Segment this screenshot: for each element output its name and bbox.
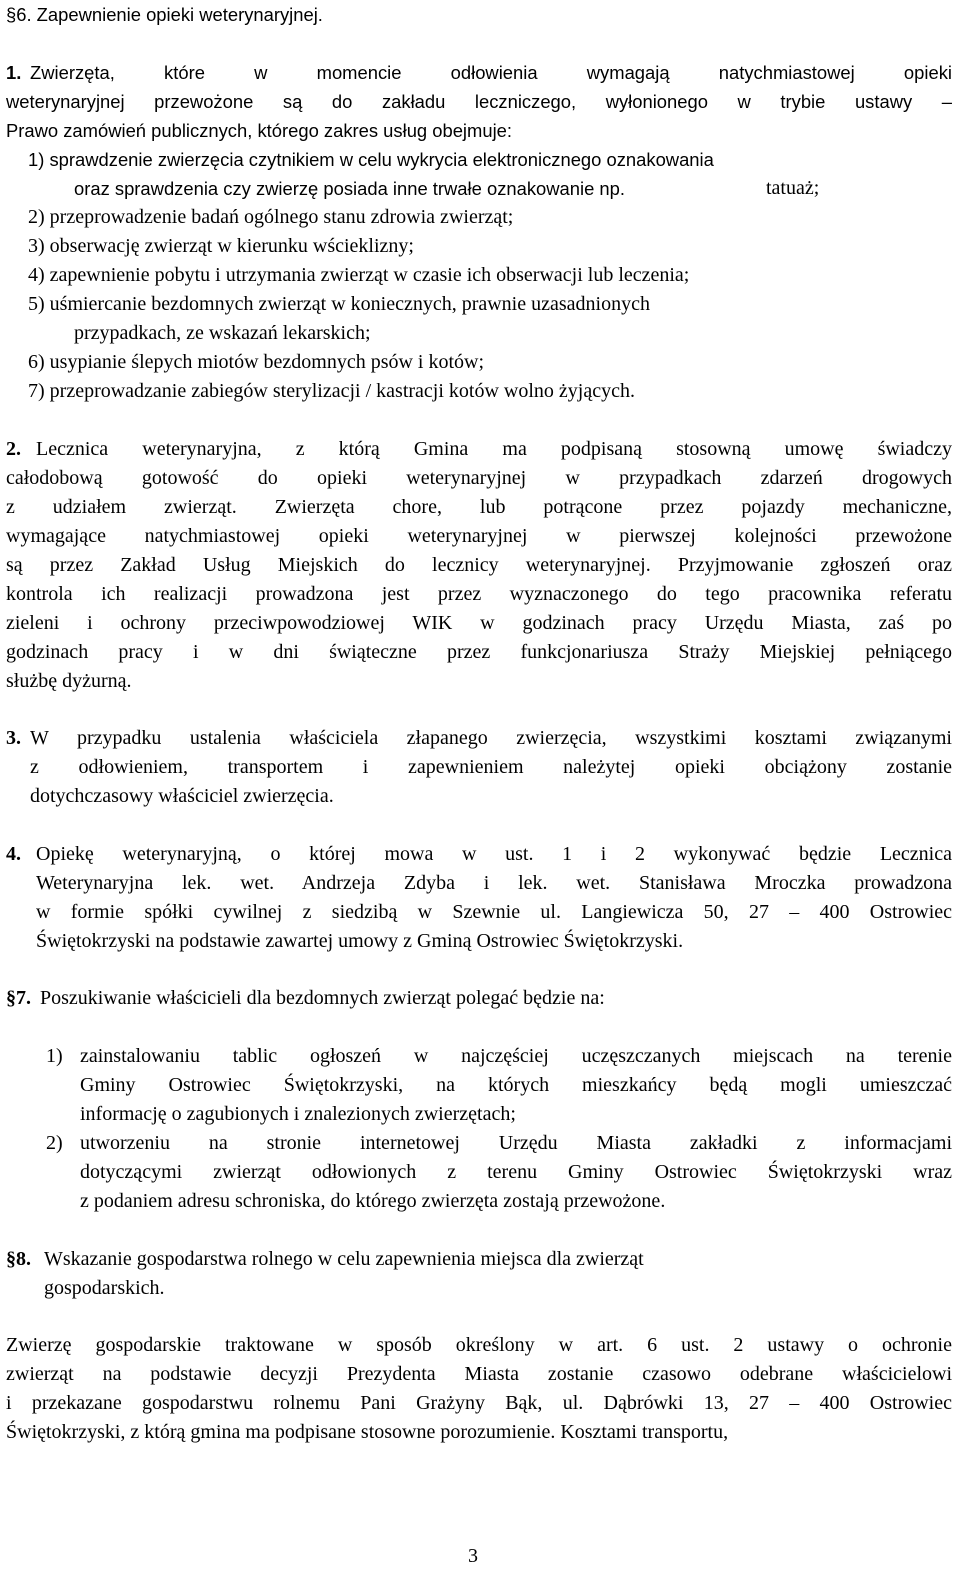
p1-item-1-tail: tatuaż; <box>766 177 820 199</box>
section8-body-line-1: Zwierzę gospodarskie traktowane w sposób określony w art. 6 ust. 2 ustawy o ochronie <box>6 1334 952 1356</box>
s7-item-1-line-1: zainstalowaniu tablic ogłoszeń w najczęściej uczęszczanych miejscach na terenie <box>80 1045 952 1067</box>
p3-line-3: dotychczasowy właściciel zwierzęcia. <box>30 785 334 807</box>
p4-number: 4. <box>6 843 21 865</box>
page-number: 3 <box>468 1545 478 1567</box>
p4-line-2: Weterynaryjna lek. wet. Andrzeja Zdyba i lek. wet. Stanisława Mroczka prowadzona <box>36 872 952 894</box>
p1-line-1: Zwierzęta, które w momencie odłowienia wymagają natychmiastowej opieki <box>30 62 952 83</box>
p2-line-5: są przez Zakład Usług Miejskich do lecznicy weterynaryjnej. Przyjmowanie zgłoszeń oraz <box>6 554 952 576</box>
p4-line-3: w formie spółki cywilnej z siedzibą w Szewnie ul. Langiewicza 50, 27 – 400 Ostrowiec <box>36 901 952 923</box>
s7-item-1-line-3: informację o zagubionych i znalezionych zwierzętach; <box>80 1103 516 1125</box>
p2-line-1: Lecznica weterynaryjna, z którą Gmina ma podpisaną stosowną umowę świadczy <box>36 438 952 460</box>
p2-line-7: zieleni i ochrony przeciwpowodziowej WIK w godzinach pracy Urzędu Miasta, zaś po <box>6 612 952 634</box>
p1-item-1-cont: oraz sprawdzenia czy zwierzę posiada inne trwałe oznakowanie np. <box>74 178 625 199</box>
section8-body-line-2: zwierząt na podstawie decyzji Prezydenta Miasta zostanie czasowo odebrane właścicielowi <box>6 1363 952 1385</box>
p1-item-1: 1) sprawdzenie zwierzęcia czytnikiem w celu wykrycia elektronicznego oznakowania <box>28 149 714 170</box>
p2-line-2: całodobową gotowość do opieki weterynaryjnej w przypadkach zdarzeń drogowych <box>6 467 952 489</box>
p1-line-3: Prawo zamówień publicznych, którego zakres usług obejmuje: <box>6 120 512 141</box>
s7-item-2-line-3: z podaniem adresu schroniska, do którego zwierzęta zostają przewożone. <box>80 1190 666 1212</box>
p1-item-2: 2) przeprowadzenie badań ogólnego stanu zdrowia zwierząt; <box>28 206 514 228</box>
section8-heading-line-1: Wskazanie gospodarstwa rolnego w celu zapewnienia miejsca dla zwierząt <box>44 1248 644 1270</box>
section8-body-line-3: i przekazane gospodarstwu rolnemu Pani Grażyny Bąk, ul. Dąbrówki 13, 27 – 400 Ostrowiec <box>6 1392 952 1414</box>
section8-number: §8. <box>6 1248 31 1270</box>
section7-heading: Poszukiwanie właścicieli dla bezdomnych zwierząt polegać będzie na: <box>40 987 605 1009</box>
section8-heading-line-2: gospodarskich. <box>44 1277 165 1299</box>
p1-number: 1. <box>6 62 22 83</box>
p1-item-4: 4) zapewnienie pobytu i utrzymania zwierząt w czasie ich obserwacji lub leczenia; <box>28 264 690 286</box>
p1-item-6: 6) usypianie ślepych miotów bezdomnych psów i kotów; <box>28 351 485 373</box>
section6-heading: §6. Zapewnienie opieki weterynaryjnej. <box>6 4 323 25</box>
s7-item-2-number: 2) <box>46 1132 63 1154</box>
p1-item-5-cont: przypadkach, ze wskazań lekarskich; <box>74 322 371 344</box>
p2-line-4: wymagające natychmiastowej opieki weterynaryjnej w pierwszej kolejności przewożone <box>6 525 952 547</box>
section7-number: §7. <box>6 987 31 1009</box>
p1-item-3: 3) obserwację zwierząt w kierunku wścieklizny; <box>28 235 414 257</box>
s7-item-1-line-2: Gminy Ostrowiec Świętokrzyski, na których mieszkańcy będą mogli umieszczać <box>80 1074 952 1096</box>
p2-line-6: kontrola ich realizacji prowadzona jest przez wyznaczonego do tego pracownika referatu <box>6 583 952 605</box>
p2-line-9: służbę dyżurną. <box>6 670 132 692</box>
p4-line-1: Opiekę weterynaryjną, o której mowa w ust. 1 i 2 wykonywać będzie Lecznica <box>36 843 952 865</box>
p2-number: 2. <box>6 438 21 460</box>
p3-number: 3. <box>6 727 21 749</box>
p1-line-2: weterynaryjnej przewożone są do zakładu leczniczego, wyłonionego w trybie ustawy – <box>6 91 952 112</box>
s7-item-2-line-1: utworzeniu na stronie internetowej Urzędu Miasta zakładki z informacjami <box>80 1132 952 1154</box>
p3-line-1: W przypadku ustalenia właściciela złapanego zwierzęcia, wszystkimi kosztami związanymi <box>30 727 952 749</box>
s7-item-1-number: 1) <box>46 1045 63 1067</box>
section8-body-line-4: Świętokrzyski, z którą gmina ma podpisane stosowne porozumienie. Kosztami transportu, <box>6 1421 729 1443</box>
s7-item-2-line-2: dotyczącymi zwierząt odłowionych z terenu Gminy Ostrowiec Świętokrzyski wraz <box>80 1161 952 1183</box>
p1-item-7: 7) przeprowadzanie zabiegów sterylizacji / kastracji kotów wolno żyjących. <box>28 380 635 402</box>
p2-line-8: godzinach pracy i w dni świąteczne przez funkcjonariusza Straży Miejskiej pełniącego <box>6 641 952 663</box>
p4-line-4: Świętokrzyski na podstawie zawartej umowy z Gminą Ostrowiec Świętokrzyski. <box>36 930 684 952</box>
p1-item-5: 5) uśmiercanie bezdomnych zwierząt w koniecznych, prawnie uzasadnionych <box>28 293 650 315</box>
p2-line-3: z udziałem zwierząt. Zwierzęta chore, lub potrącone przez pojazdy mechaniczne, <box>6 496 952 518</box>
p3-line-2: z odłowieniem, transportem i zapewnieniem należytej opieki obciążony zostanie <box>30 756 952 778</box>
